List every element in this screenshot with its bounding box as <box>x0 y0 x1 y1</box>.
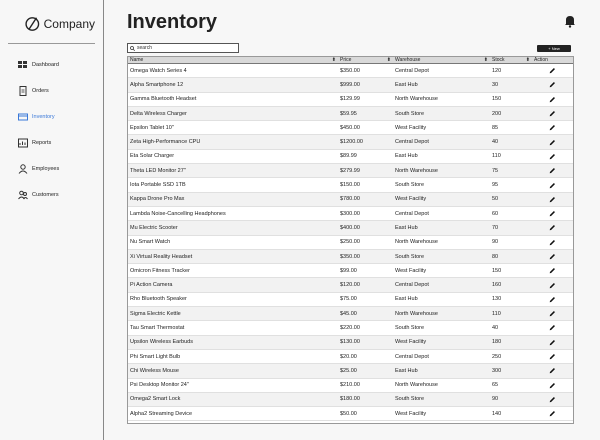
cell-action <box>532 267 572 274</box>
cell-price: $130.00 <box>340 339 360 346</box>
cell-action <box>532 153 572 160</box>
report-icon <box>18 138 28 148</box>
column-header-price[interactable]: Price ⬍ <box>340 57 391 63</box>
cell-warehouse: South Store <box>395 324 425 331</box>
cell-warehouse: Central Depot <box>395 282 429 289</box>
cell-stock: 180 <box>492 339 502 346</box>
edit-icon[interactable] <box>549 124 556 131</box>
cell-warehouse: East Hub <box>395 296 418 303</box>
cell-name: Rho Bluetooth Speaker <box>130 296 187 303</box>
cell-warehouse: North Warehouse <box>395 310 438 317</box>
edit-icon[interactable] <box>549 196 556 203</box>
cell-warehouse: East Hub <box>395 224 418 231</box>
edit-icon[interactable] <box>549 382 556 389</box>
sidebar-item-label: Dashboard <box>32 62 59 68</box>
table-row <box>128 78 573 92</box>
cell-price: $150.00 <box>340 182 360 189</box>
search-placeholder: search <box>137 45 153 51</box>
cell-stock: 130 <box>492 296 502 303</box>
cell-price: $25.00 <box>340 367 357 374</box>
cell-stock: 30 <box>492 81 499 88</box>
cell-price: $279.99 <box>340 167 360 174</box>
cell-stock: 300 <box>492 367 502 374</box>
edit-icon[interactable] <box>549 96 556 103</box>
cell-price: $50.00 <box>340 410 357 417</box>
cell-action <box>532 167 572 174</box>
column-header-stock[interactable]: Stock ⬍ <box>492 57 530 63</box>
edit-icon[interactable] <box>549 310 556 317</box>
cell-stock: 110 <box>492 153 501 160</box>
sidebar-item-label: Reports <box>32 140 52 146</box>
cell-price: $1200.00 <box>340 139 363 146</box>
edit-icon[interactable] <box>549 224 556 231</box>
sidebar-item-customers[interactable] <box>0 182 103 208</box>
cell-price: $300.00 <box>340 210 360 217</box>
cell-name: Tau Smart Thermostat <box>130 324 185 331</box>
table-row <box>128 307 573 321</box>
search-input[interactable] <box>127 43 239 53</box>
cell-stock: 75 <box>492 167 499 174</box>
table-header <box>128 57 573 64</box>
cell-warehouse: Central Depot <box>395 139 429 146</box>
edit-icon[interactable] <box>549 353 556 360</box>
table-row <box>128 293 573 307</box>
cell-name: Alpha2 Streaming Device <box>130 410 193 417</box>
edit-icon[interactable] <box>549 153 556 160</box>
grid-icon <box>18 60 28 70</box>
table-row <box>128 135 573 149</box>
cell-warehouse: East Hub <box>395 367 418 374</box>
cell-stock: 80 <box>492 253 499 260</box>
cell-stock: 90 <box>492 396 499 403</box>
cell-warehouse: Central Depot <box>395 67 429 74</box>
cell-action <box>532 67 572 74</box>
cell-warehouse: South Store <box>395 182 425 189</box>
cell-price: $129.99 <box>340 96 360 103</box>
cell-name: Delta Wireless Charger <box>130 110 187 117</box>
cell-price: $780.00 <box>340 196 360 203</box>
table-row <box>128 121 573 135</box>
cell-name: Phi Smart Light Bulb <box>130 353 181 360</box>
cell-stock: 120 <box>492 67 502 74</box>
cell-action <box>532 124 572 131</box>
edit-icon[interactable] <box>549 267 556 274</box>
cell-name: Mu Electric Scooter <box>130 224 178 231</box>
cell-name: Psi Desktop Monitor 24" <box>130 382 189 389</box>
sidebar-nav <box>0 52 103 208</box>
table-row <box>128 407 573 421</box>
cell-action <box>532 81 572 88</box>
cell-price: $180.00 <box>340 396 360 403</box>
sidebar-item-employees[interactable] <box>0 156 103 182</box>
cell-stock: 90 <box>492 239 499 246</box>
cell-name: Sigma Electric Kettle <box>130 310 181 317</box>
column-header-warehouse[interactable]: Warehouse ⬍ <box>395 57 488 63</box>
cell-name: Omega2 Smart Lock <box>130 396 181 403</box>
cell-stock: 40 <box>492 139 499 146</box>
sidebar-item-label: Employees <box>32 166 60 172</box>
cell-price: $350.00 <box>340 67 360 74</box>
cell-name: Upsilon Wireless Earbuds <box>130 339 193 346</box>
cell-name: Gamma Bluetooth Headset <box>130 96 197 103</box>
table-row <box>128 64 573 78</box>
cell-warehouse: West Facility <box>395 267 427 274</box>
cell-action <box>532 139 572 146</box>
cell-name: Iota Portable SSD 1TB <box>130 182 186 189</box>
edit-icon[interactable] <box>549 110 556 117</box>
cell-price: $120.00 <box>340 282 360 289</box>
cell-price: $220.00 <box>340 324 360 331</box>
cell-stock: 110 <box>492 310 501 317</box>
cell-price: $89.99 <box>340 153 357 160</box>
cell-action <box>532 253 572 260</box>
cell-warehouse: Central Depot <box>395 210 429 217</box>
cell-warehouse: North Warehouse <box>395 167 438 174</box>
cell-price: $210.00 <box>340 382 360 389</box>
cell-stock: 250 <box>492 353 502 360</box>
column-header-name[interactable]: Name ⬍ <box>130 57 336 63</box>
inventory-table <box>127 56 574 424</box>
cell-name: Pi Action Camera <box>130 282 173 289</box>
table-row <box>128 321 573 335</box>
cell-warehouse: North Warehouse <box>395 382 438 389</box>
cell-warehouse: North Warehouse <box>395 239 438 246</box>
table-row <box>128 278 573 292</box>
edit-icon[interactable] <box>549 210 556 217</box>
edit-icon[interactable] <box>549 139 556 146</box>
cell-action <box>532 196 572 203</box>
edit-icon[interactable] <box>549 282 556 289</box>
brand-name: Company <box>43 16 95 31</box>
cell-stock: 60 <box>492 210 499 217</box>
edit-icon[interactable] <box>549 167 556 174</box>
table-row <box>128 178 573 192</box>
cell-action <box>532 182 572 189</box>
sidebar-item-inventory[interactable] <box>0 104 103 130</box>
cell-action <box>532 396 572 403</box>
cell-name: Lambda Noise-Cancelling Headphones <box>130 210 226 217</box>
edit-icon[interactable] <box>549 67 556 74</box>
cell-stock: 50 <box>492 196 499 203</box>
main-content <box>104 0 600 440</box>
cell-price: $250.00 <box>340 239 360 246</box>
logo-icon <box>24 13 41 35</box>
table-row <box>128 93 573 107</box>
cell-warehouse: West Facility <box>395 339 427 346</box>
table-row <box>128 393 573 407</box>
cell-action <box>532 324 572 331</box>
edit-icon[interactable] <box>549 339 556 346</box>
edit-icon[interactable] <box>549 182 556 189</box>
cell-stock: 95 <box>492 182 499 189</box>
cell-name: Theta LED Monitor 27" <box>130 167 186 174</box>
cell-action <box>532 353 572 360</box>
edit-icon[interactable] <box>549 324 556 331</box>
cell-stock: 40 <box>492 324 499 331</box>
edit-icon[interactable] <box>549 296 556 303</box>
cell-price: $20.00 <box>340 353 357 360</box>
person-icon <box>18 164 28 174</box>
bell-icon[interactable] <box>564 14 576 28</box>
table-row <box>128 250 573 264</box>
cell-price: $400.00 <box>340 224 360 231</box>
table-body <box>128 64 573 421</box>
cell-warehouse: West Facility <box>395 410 427 417</box>
new-button[interactable]: + New <box>537 45 571 52</box>
edit-icon[interactable] <box>549 253 556 260</box>
cell-price: $99.00 <box>340 267 357 274</box>
cell-action <box>532 239 572 246</box>
table-row <box>128 264 573 278</box>
cell-warehouse: West Facility <box>395 196 427 203</box>
cell-price: $999.00 <box>340 81 360 88</box>
edit-icon[interactable] <box>549 396 556 403</box>
search-icon <box>130 46 135 51</box>
cell-action <box>532 382 572 389</box>
cell-action <box>532 339 572 346</box>
cell-stock: 200 <box>492 110 502 117</box>
cell-warehouse: South Store <box>395 110 425 117</box>
cell-name: Kappa Drone Pro Max <box>130 196 185 203</box>
table-row <box>128 379 573 393</box>
cell-price: $45.00 <box>340 310 357 317</box>
brand <box>8 4 95 44</box>
cell-stock: 70 <box>492 224 499 231</box>
sidebar-item-dashboard[interactable] <box>0 52 103 78</box>
cell-warehouse: South Store <box>395 253 425 260</box>
cell-name: Zeta High-Performance CPU <box>130 139 201 146</box>
cell-action <box>532 296 572 303</box>
cell-name: Omicron Fitness Tracker <box>130 267 190 274</box>
cell-stock: 85 <box>492 124 499 131</box>
cell-price: $350.00 <box>340 253 360 260</box>
page-title: Inventory <box>127 11 218 33</box>
document-icon <box>18 86 28 96</box>
cell-action <box>532 367 572 374</box>
cell-price: $59.95 <box>340 110 357 117</box>
cell-name: Omega Watch Series 4 <box>130 67 187 74</box>
cell-action <box>532 410 572 417</box>
edit-icon[interactable] <box>549 410 556 417</box>
column-header-action: Action <box>534 57 548 63</box>
cell-name: Xi Virtual Reality Headset <box>130 253 193 260</box>
cell-warehouse: East Hub <box>395 81 418 88</box>
edit-icon[interactable] <box>549 367 556 374</box>
cell-action <box>532 110 572 117</box>
cell-action <box>532 96 572 103</box>
sort-icon: ⬍ <box>483 57 488 63</box>
cell-price: $450.00 <box>340 124 360 131</box>
box-icon <box>18 112 28 122</box>
sidebar-item-label: Customers <box>32 192 59 198</box>
cell-warehouse: Central Depot <box>395 353 429 360</box>
cell-action <box>532 310 572 317</box>
edit-icon[interactable] <box>549 239 556 246</box>
table-row <box>128 350 573 364</box>
cell-stock: 140 <box>492 410 502 417</box>
people-icon <box>18 190 28 200</box>
table-row <box>128 150 573 164</box>
cell-stock: 160 <box>492 282 502 289</box>
table-row <box>128 336 573 350</box>
cell-stock: 150 <box>492 96 502 103</box>
cell-warehouse: West Facility <box>395 124 427 131</box>
table-row <box>128 164 573 178</box>
cell-warehouse: South Store <box>395 396 425 403</box>
sort-icon: ⬍ <box>386 57 391 63</box>
cell-warehouse: North Warehouse <box>395 96 438 103</box>
cell-name: Epsilon Tablet 10" <box>130 124 174 131</box>
cell-name: Eta Solar Charger <box>130 153 175 160</box>
cell-price: $75.00 <box>340 296 357 303</box>
sidebar-item-label: Orders <box>32 88 49 94</box>
cell-stock: 150 <box>492 267 502 274</box>
cell-action <box>532 282 572 289</box>
cell-name: Chi Wireless Mouse <box>130 367 179 374</box>
sidebar <box>0 0 104 440</box>
table-row <box>128 193 573 207</box>
edit-icon[interactable] <box>549 81 556 88</box>
table-row <box>128 207 573 221</box>
cell-action <box>532 224 572 231</box>
table-row <box>128 221 573 235</box>
table-row <box>128 236 573 250</box>
sidebar-item-reports[interactable] <box>0 130 103 156</box>
table-row <box>128 107 573 121</box>
cell-name: Alpha Smartphone 12 <box>130 81 184 88</box>
cell-warehouse: East Hub <box>395 153 418 160</box>
sidebar-item-label: Inventory <box>32 114 55 120</box>
sidebar-item-orders[interactable] <box>0 78 103 104</box>
sort-icon: ⬍ <box>525 57 530 63</box>
toolbar <box>127 42 571 54</box>
cell-stock: 65 <box>492 382 499 389</box>
table-row <box>128 364 573 378</box>
cell-action <box>532 210 572 217</box>
cell-name: Nu Smart Watch <box>130 239 171 246</box>
sort-icon: ⬍ <box>331 57 336 63</box>
